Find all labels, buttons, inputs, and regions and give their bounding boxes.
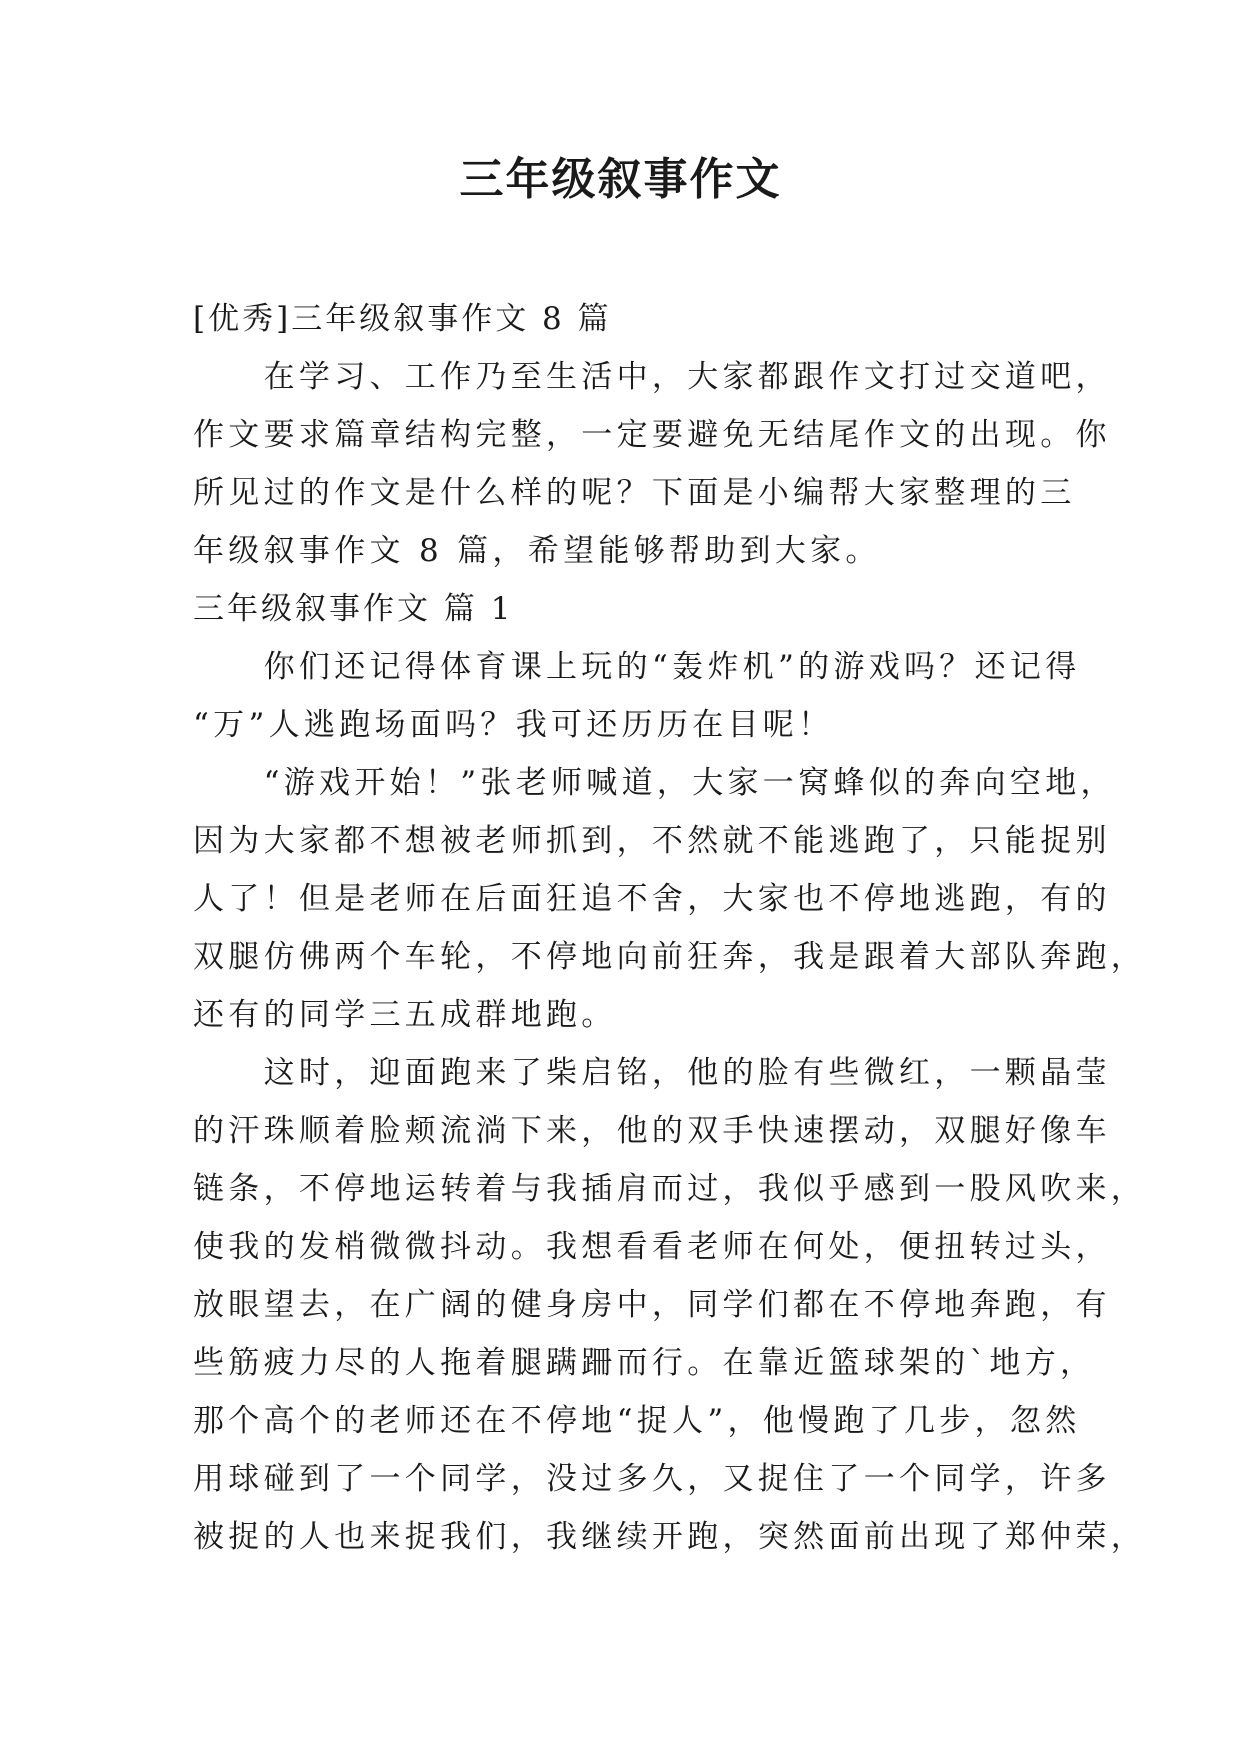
- document-title: 三年级叙事作文: [459, 154, 782, 205]
- paragraph-line: 你们还记得体育课上玩的“轰炸机”的游戏吗？还记得: [193, 649, 1081, 685]
- paragraph-line: 被捉的人也来捉我们，我继续开跑，突然面前出现了郑仲荣，: [193, 1519, 1147, 1555]
- paragraph-line: 些筋疲力尽的人拖着腿蹒跚而行。在靠近篮球架的`地方，: [193, 1345, 1096, 1381]
- paragraph-line: 使我的发梢微微抖动。我想看看老师在何处，便扭转过头，: [193, 1229, 1111, 1265]
- paragraph-line: 在学习、工作乃至生活中，大家都跟作文打过交道吧，: [193, 359, 1111, 395]
- paragraph-line: 链条，不停地运转着与我插肩而过，我似乎感到一股风吹来，: [193, 1171, 1147, 1207]
- paragraph-line: 放眼望去，在广阔的健身房中，同学们都在不停地奔跑，有: [193, 1287, 1111, 1323]
- paragraph-line: 双腿仿佛两个车轮，不停地向前狂奔，我是跟着大部队奔跑，: [193, 939, 1147, 975]
- paragraph-line: 作文要求篇章结构完整，一定要避免无结尾作文的出现。你: [193, 417, 1111, 453]
- paragraph-line: 年级叙事作文 8 篇，希望能够帮助到大家。: [193, 533, 881, 569]
- paragraph-line: 的汗珠顺着脸颊流淌下来，他的双手快速摆动，双腿好像车: [193, 1113, 1111, 1149]
- paragraph-line: 还有的同学三五成群地跑。: [193, 997, 617, 1033]
- subtitle-line: [优秀]三年级叙事作文 8 篇: [193, 301, 612, 337]
- paragraph-line: 所见过的作文是什么样的呢？下面是小编帮大家整理的三: [193, 475, 1076, 511]
- paragraph-line: “万”人逃跑场面吗？我可还历历在目呢！: [193, 707, 834, 743]
- paragraph-line: 用球碰到了一个同学，没过多久，又捉住了一个同学，许多: [193, 1461, 1111, 1497]
- paragraph-line: 那个高个的老师还在不停地“捉人”，他慢跑了几步，忽然: [193, 1403, 1081, 1439]
- section-heading: 三年级叙事作文 篇 1: [193, 591, 514, 627]
- paragraph-line: 人了！但是老师在后面狂追不舍，大家也不停地逃跑，有的: [193, 881, 1111, 917]
- paragraph-line: “游戏开始！”张老师喊道，大家一窝蜂似的奔向空地，: [193, 765, 1116, 801]
- paragraph-line: 因为大家都不想被老师抓到，不然就不能逃跑了，只能捉别: [193, 823, 1111, 859]
- paragraph-line: 这时，迎面跑来了柴启铭，他的脸有些微红，一颗晶莹: [193, 1055, 1111, 1091]
- document-body: [193, 290, 1147, 1566]
